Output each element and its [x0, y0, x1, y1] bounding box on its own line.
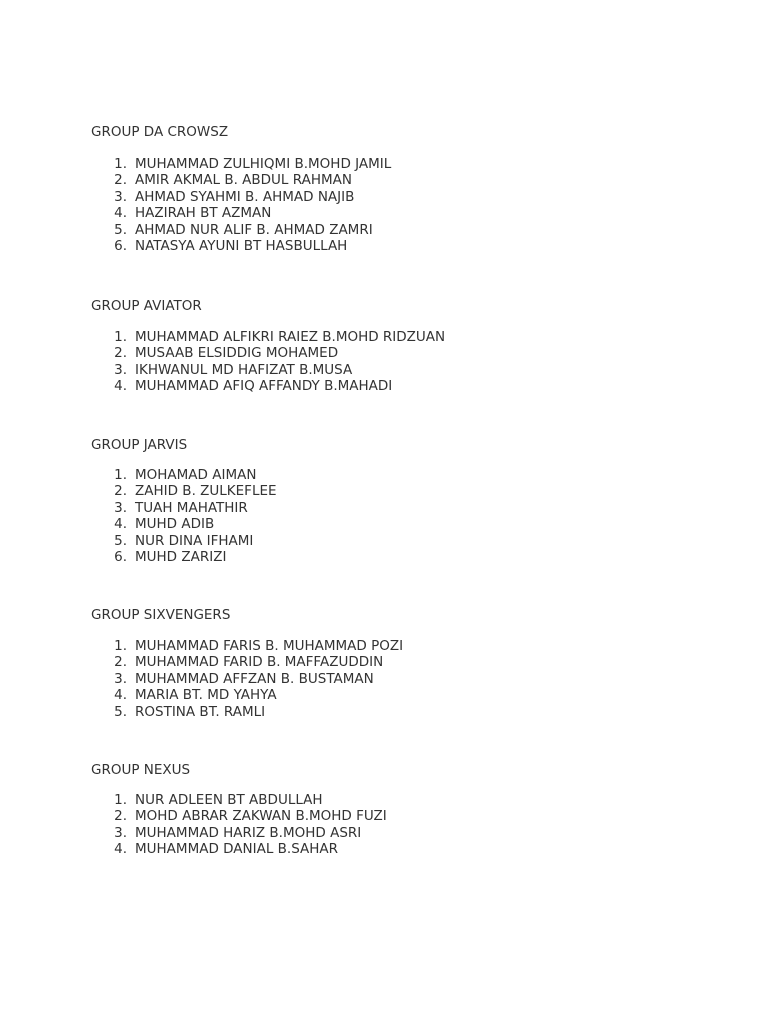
- list-item: [91, 222, 711, 239]
- list-number: 6.: [114, 549, 127, 565]
- group-section: [91, 298, 711, 395]
- list-item: [91, 687, 711, 704]
- list-item: [91, 467, 711, 484]
- member-list: [91, 467, 711, 566]
- list-number: 2.: [114, 483, 127, 499]
- member-name: TUAH MAHATHIR: [135, 499, 248, 516]
- member-name: MUHAMMAD AFFZAN B. BUSTAMAN: [135, 670, 374, 687]
- list-item: [91, 841, 711, 858]
- list-item: [91, 156, 711, 173]
- member-name: MOHAMAD AIMAN: [135, 466, 257, 483]
- group-section: [91, 124, 711, 255]
- list-number: 1.: [114, 328, 127, 345]
- list-number: 2.: [114, 654, 127, 670]
- list-item: [91, 704, 711, 721]
- list-item: [91, 345, 711, 362]
- member-name: NATASYA AYUNI BT HASBULLAH: [135, 238, 348, 254]
- list-number: 2.: [114, 808, 127, 824]
- member-name: AHMAD SYAHMI B. AHMAD NAJIB: [135, 188, 355, 205]
- list-number: 2.: [114, 172, 127, 188]
- member-name: MUSAAB ELSIDDIG MOHAMED: [135, 345, 339, 361]
- list-number: 3.: [114, 361, 127, 378]
- list-item: [91, 825, 711, 842]
- member-name: MUHAMMAD ZULHIQMI B.MOHD JAMIL: [135, 155, 392, 172]
- list-number: 2.: [114, 345, 127, 361]
- group-section: [91, 437, 711, 566]
- list-item: [91, 362, 711, 379]
- list-item: [91, 533, 711, 550]
- list-item: [91, 654, 711, 671]
- member-name: HAZIRAH BT AZMAN: [135, 205, 272, 221]
- member-list: [91, 329, 711, 395]
- member-name: AHMAD NUR ALIF B. AHMAD ZAMRI: [135, 221, 373, 238]
- list-number: 6.: [114, 238, 127, 254]
- list-number: 4.: [114, 841, 127, 857]
- member-name: IKHWANUL MD HAFIZAT B.MUSA: [135, 361, 353, 378]
- list-number: 4.: [114, 516, 127, 532]
- list-number: 3.: [114, 824, 127, 841]
- list-number: 3.: [114, 188, 127, 205]
- member-name: MUHAMMAD FARID B. MAFFAZUDDIN: [135, 654, 384, 670]
- list-item: [91, 638, 711, 655]
- list-number: 1.: [114, 637, 127, 654]
- list-number: 1.: [114, 791, 127, 808]
- member-list: [91, 156, 711, 255]
- member-name: MARIA BT. MD YAHYA: [135, 687, 277, 703]
- member-list: [91, 792, 711, 858]
- list-item: [91, 483, 711, 500]
- member-name: MUHAMMAD FARIS B. MUHAMMAD POZI: [135, 637, 404, 654]
- list-item: [91, 172, 711, 189]
- list-item: [91, 516, 711, 533]
- list-item: [91, 500, 711, 517]
- member-name: MUHD ZARIZI: [135, 549, 227, 565]
- member-name: MOHD ABRAR ZAKWAN B.MOHD FUZI: [135, 808, 387, 824]
- list-item: [91, 329, 711, 346]
- list-number: 3.: [114, 499, 127, 516]
- list-number: 4.: [114, 378, 127, 394]
- list-number: 5.: [114, 221, 127, 238]
- list-number: 4.: [114, 205, 127, 221]
- member-name: NUR ADLEEN BT ABDULLAH: [135, 791, 323, 808]
- list-item: [91, 549, 711, 566]
- list-item: [91, 205, 711, 222]
- list-item: [91, 189, 711, 206]
- member-name: AMIR AKMAL B. ABDUL RAHMAN: [135, 172, 352, 188]
- member-name: MUHAMMAD DANIAL B.SAHAR: [135, 841, 339, 857]
- group-title: GROUP NEXUS: [91, 762, 191, 778]
- list-number: 3.: [114, 670, 127, 687]
- list-number: 1.: [114, 466, 127, 483]
- list-number: 4.: [114, 687, 127, 703]
- group-section: [91, 762, 711, 858]
- list-item: [91, 238, 711, 255]
- list-number: 5.: [114, 532, 127, 549]
- member-name: ZAHID B. ZULKEFLEE: [135, 483, 277, 499]
- member-name: MUHAMMAD HARIZ B.MOHD ASRI: [135, 824, 362, 841]
- list-item: [91, 808, 711, 825]
- member-name: MUHAMMAD ALFIKRI RAIEZ B.MOHD RIDZUAN: [135, 328, 446, 345]
- group-title: GROUP AVIATOR: [91, 298, 202, 314]
- member-name: MUHD ADIB: [135, 516, 215, 532]
- list-item: [91, 792, 711, 809]
- group-title: GROUP SIXVENGERS: [91, 607, 231, 623]
- member-name: ROSTINA BT. RAMLI: [135, 703, 266, 720]
- list-item: [91, 671, 711, 688]
- member-name: MUHAMMAD AFIQ AFFANDY B.MAHADI: [135, 378, 393, 394]
- group-section: [91, 607, 711, 720]
- group-title: GROUP DA CROWSZ: [91, 124, 229, 140]
- list-item: [91, 378, 711, 395]
- list-number: 5.: [114, 703, 127, 720]
- group-title: GROUP JARVIS: [91, 437, 188, 453]
- list-number: 1.: [114, 155, 127, 172]
- member-list: [91, 638, 711, 721]
- member-name: NUR DINA IFHAMI: [135, 532, 254, 549]
